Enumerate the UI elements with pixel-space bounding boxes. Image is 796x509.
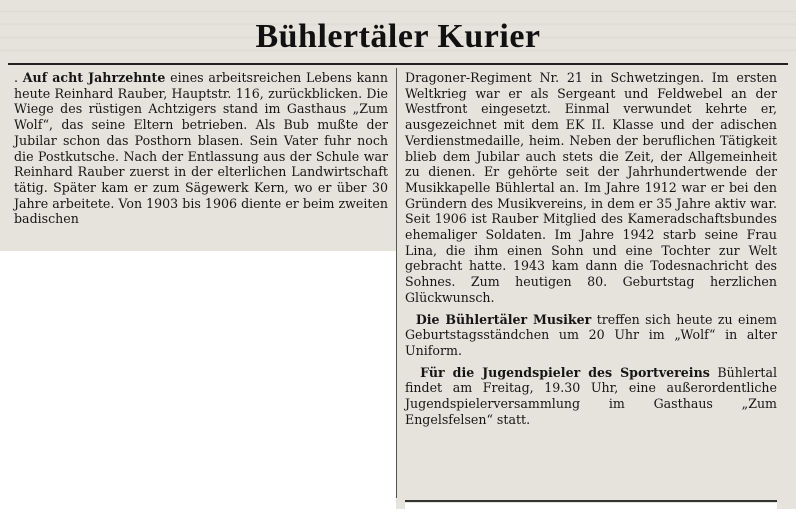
article-birthday-part1	[14, 70, 388, 227]
article-youth-players-body: Bühlertal findet am Freitag, 19.30 Uhr, eine außerordentliche Jugendspielerversammlung im Gasthaus „Zum Engelsfelsen“ statt.	[405, 364, 778, 427]
article-right-column	[405, 70, 777, 427]
masthead-rule	[8, 63, 788, 65]
article-musicians-lead: Die Bühlertäler Musiker	[415, 311, 592, 327]
bottom-box	[405, 503, 777, 509]
article-youth-players	[405, 365, 777, 428]
article-birthday-body-left: eines arbeitsreichen Lebens kann heute Reinhard Rauber, Hauptstr. 116, zurückblicken. Die Wiege des rüstigen Achtzigers stand im Gasthaus „Zum Wolf“, das seine Eltern betrieben. Als Bub mußte der Jubilar schon das Posthorn blasen. Sein Vater fuhr noch die Postkutsche. Nach der Entlassung aus der Schule war Reinhard Rauber zuerst in der elterlichen Landwirtschaft tätig. Später kam er zum Sägewerk Kern, wo er über 30 Jahre arbeitete. Von 1903 bis 1906 diente er beim zweiten badischen	[14, 70, 388, 227]
bullet-mark: .	[14, 70, 19, 85]
article-birthday-lead: Auf acht Jahrzehnte	[22, 70, 166, 85]
article-musicians	[405, 312, 777, 359]
article-left-column	[14, 70, 388, 227]
bottom-rule	[405, 500, 777, 502]
article-birthday-part2: Dragoner-Regiment Nr. 21 in Schwetzingen. Im ersten Weltkrieg war er als Sergeant und Feldwebel an der Westfront eingesetzt. Einmal verwundet kehrte er, ausgezeichnet mit dem EK II. Klasse und der adischen Verdienstmedaille, heim. Neben der beruflichen Tätigkeit blieb dem Jubilar auch stets die Zeit, der Allgemeinheit zu dienen. Er gehörte seit der Jahrhundertwende der Musikkapelle Bühlertal an. Im Jahre 1912 war er bei den Gründern des Musikvereins, in dem er 35 Jahre aktiv war. Seit 1906 ist Rauber Mitglied des Kameradschaftsbundes ehemaliger Soldaten. Im Jahre 1942 starb seine Frau Lina, die ihm einen Sohn und eine Tochter zur Welt gebracht hatte. 1943 kam dann die Todesnachricht des Sohnes. Zum heutigen 80. Geburtstag herzlichen Glückwunsch.	[405, 70, 777, 305]
article-musicians-body: treffen sich heute zu einem Geburtstagsständchen um 20 Uhr im „Wolf“ in alter Uniform.	[405, 311, 777, 358]
column-divider	[396, 68, 397, 498]
masthead-title: Bühlertäler Kurier	[255, 18, 541, 55]
article-youth-players-lead: Für die Jugendspieler des Sportvereins	[420, 364, 710, 380]
blank-area	[0, 251, 396, 509]
